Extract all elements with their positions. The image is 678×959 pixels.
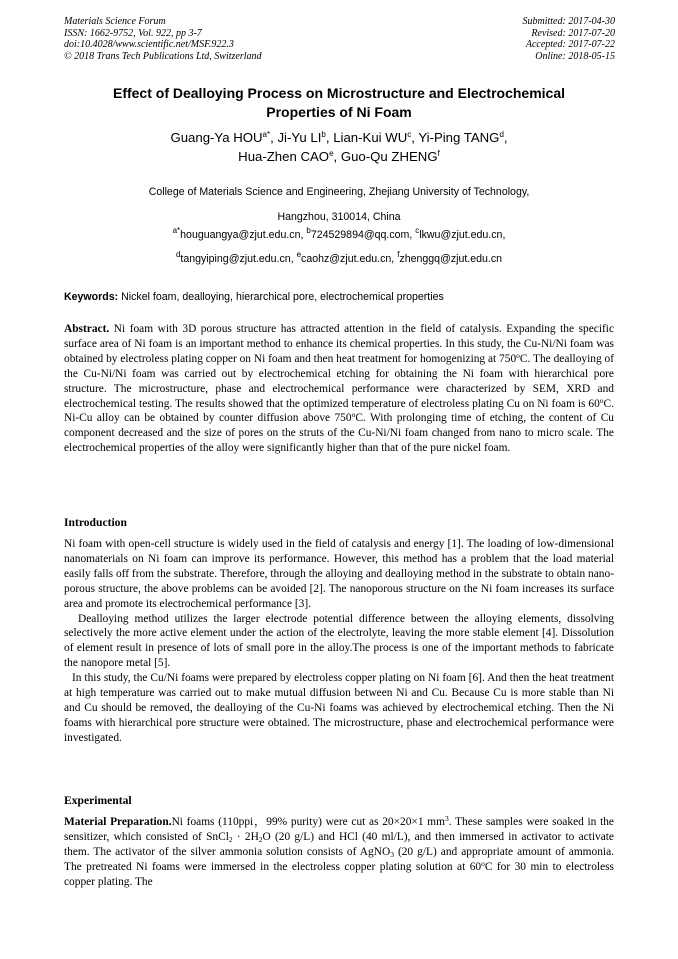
experimental-text: (20 g/L) and appropriate amount of ammonia. The pretreated Ni foams were immersed in the electroless copper plating solution at 60	[64, 845, 614, 873]
author-list	[64, 128, 614, 166]
email-link[interactable]: 724529894@qq.com	[310, 229, 410, 241]
email-mark: b	[306, 226, 311, 235]
author-mark: c	[407, 130, 412, 139]
abstract	[64, 322, 614, 456]
email-mark: a*	[172, 226, 181, 235]
email-mark: c	[415, 226, 420, 235]
doi: doi:10.4028/www.scientific.net/MSF.922.3	[64, 39, 234, 50]
experimental-paragraph	[64, 815, 614, 890]
email-link[interactable]: lkwu@zjut.edu.cn	[419, 229, 503, 241]
keywords-label: Keywords:	[64, 291, 119, 303]
author-name: Ji-Yu LI	[277, 130, 322, 145]
email-mark: f	[397, 250, 400, 259]
emails-line-2: $^d$tangyiping@zjut.edu.cn, $^e$caohz@zjut.edu.cn, $^f$zhenggq@zjut.edu.cn	[175, 250, 503, 265]
author-name: Lian-Kui WU	[333, 130, 408, 145]
author-mark: f	[437, 149, 440, 158]
introduction-heading: Introduction	[64, 516, 127, 529]
subscript: 2	[228, 834, 233, 844]
copyright: © 2018 Trans Tech Publications Ltd, Switzerland	[64, 50, 262, 62]
email-list	[64, 223, 614, 271]
experimental-heading: Experimental	[64, 794, 132, 807]
intro-paragraph: Ni foam with open-cell structure is widely used in the field of catalysis and energy [1]. The loading of low-dimensional nanomaterials on Ni foam can improve its performance. However, this method has a problem that the load material easily falls off from the substrate. Therefore, through the alloying and dealloying method in the substrate to obtain nano-porous structure, the above problems can be avoided [2]. The nanoporous structure on the Ni foam increases its surface area and promote its electrochemical performance [3].	[64, 538, 614, 610]
author-name: Hua-Zhen CAO	[238, 149, 330, 164]
revised-date: Revised: 2017-07-20	[531, 27, 615, 39]
abstract-text: C. With prolonging time of etching, the content of Cu component decreased and the size of pores on the struts of the Cu-Ni/Ni foam changed from nano to micro scale. The electrochemical properties of the alloy were significantly higher than that of the pure nickel foam.	[64, 412, 614, 455]
author-name: Yi-Ping TANG	[418, 130, 500, 145]
journal-name: Materials Science Forum	[64, 16, 166, 27]
email-mark: e	[296, 250, 302, 259]
keywords	[64, 290, 614, 304]
submitted-date: Submitted: 2017-04-30	[522, 16, 615, 27]
abstract-text: Ni foam with 3D porous structure has attracted attention in the field of catalysis. Expanding the specific surface area of Ni foam is an important method to enhance its chemical properties. In this study, the Cu-Ni/Ni foam was obtained by electroless plating copper on Ni foam and then heat treatment for homogenizing at 750	[64, 323, 614, 365]
affiliation-line-2: Hangzhou, 310014, China	[277, 211, 401, 223]
experimental-text: . These samples were soaked in the sensitizer, which consisted of SnCl	[64, 816, 614, 843]
abstract-text: C. Ni-Cu alloy can be obtained by counter diffusion above 750	[64, 397, 614, 425]
cube-mark: 3	[444, 814, 449, 823]
email-link[interactable]: zhenggq@zjut.edu.cn	[399, 253, 503, 265]
online-date: Online: 2018-05-15	[535, 50, 615, 62]
abstract-text: C. The dealloying of the Cu-Ni/Ni foam was carried out by electrochemical etching for obtaining the Ni foam with hierarchical pore structure. The microstructure, phase and electrochemical performance were characterized by SEM, XRD and electrochemical testing. The results showed that the optimized temperature of electroless plating Cu on Ni foam is 60	[64, 352, 614, 410]
author-mark: b	[321, 130, 326, 139]
author-name: Guang-Ya HOU	[170, 130, 263, 145]
subscript: 2	[258, 834, 263, 844]
authors-line-1: Guang-Ya $HOU^{a*}$, Ji-Yu $LI^b$, Lian-Kui $WU^c$, Yi-Ping TANG$^d$,	[170, 130, 508, 145]
email-link[interactable]: caohz@zjut.edu.cn	[301, 253, 392, 265]
intro-paragraph: Dealloying method utilizes the larger electrode potential difference between the alloying elements, dissolving selectively the more active element under the action of the electrolyte, leaving the more stable element [4]. Dissolution of element result in presence of lots of small pore in the alloy.The process is one of the important methods to fabricate the nanopore metal [5].	[64, 612, 614, 670]
experimental-text: O (20 g/L) and HCl (40 ml/L), and then immersed in activator to activate them. The activator of the silver ammonia solution consists of AgNO	[64, 830, 614, 858]
abstract-label: Abstract.	[64, 323, 110, 335]
author-mark: e	[329, 149, 334, 158]
experimental-text: C for 30 min to electroless copper plating. The	[64, 860, 614, 888]
authors-line-2: Hua-Zhen CAO$^e$, Guo-Qu ZHENG$^f$	[238, 149, 440, 164]
issn: ISSN: 1662-9752, Vol. 922, pp 3-7	[64, 27, 202, 39]
subscript: 3	[390, 849, 394, 859]
author-mark: a*	[262, 130, 271, 139]
title-line-1: Effect of Dealloying Process on Microstructure and Electrochemical	[112, 85, 565, 101]
emails-line-1: $^{a*}$houguangya@zjut.edu.cn, $^b$724529894@qq.com, $^c$lkwu@zjut.edu.cn,	[172, 226, 506, 241]
keywords-text: Nickel foam, dealloying, hierarchical pore, electrochemical properties	[121, 291, 444, 303]
experimental-text: Ni foams (110ppi，99% purity) were cut as 20×20×1 mm	[171, 816, 445, 828]
experimental-body	[64, 815, 614, 890]
author-name: Guo-Qu ZHENG	[340, 149, 438, 164]
degree-mark: o	[481, 858, 485, 868]
introduction-body	[64, 537, 614, 746]
paper-title	[64, 84, 614, 122]
author-mark: d	[499, 130, 504, 139]
degree-mark: o	[599, 395, 604, 405]
title-line-2: Properties of Ni Foam	[266, 104, 412, 120]
dates-info	[523, 16, 616, 62]
email-link[interactable]: houguangya@zjut.edu.cn	[180, 229, 301, 241]
affiliation-line-1: College of Materials Science and Engineering, Zhejiang University of Technology,	[148, 186, 530, 198]
intro-paragraph: In this study, the Cu/Ni foams were prepared by electroless copper plating on Ni foam [6]. And then the heat treatment at high temperature was carried out to make mutual diffusion between Ni and Cu. Because Cu is more stable than Ni and Cu should be removed, the dealloying of the Cu-Ni foams was achieved by electrochemical etching. Then the Ni foams with hierarchical pore structure were obtained. The microstructure, phase and electrochemical performance were investigated.	[64, 672, 614, 744]
experimental-text: · 2H	[232, 830, 259, 843]
material-prep-label: Material Preparation.	[64, 816, 172, 828]
degree-mark: o	[351, 410, 356, 420]
accepted-date: Accepted: 2017-07-22	[525, 39, 615, 50]
degree-mark: o	[516, 350, 520, 360]
journal-info	[64, 16, 262, 62]
email-mark: d	[175, 250, 181, 259]
email-link[interactable]: tangyiping@zjut.edu.cn	[180, 253, 291, 265]
